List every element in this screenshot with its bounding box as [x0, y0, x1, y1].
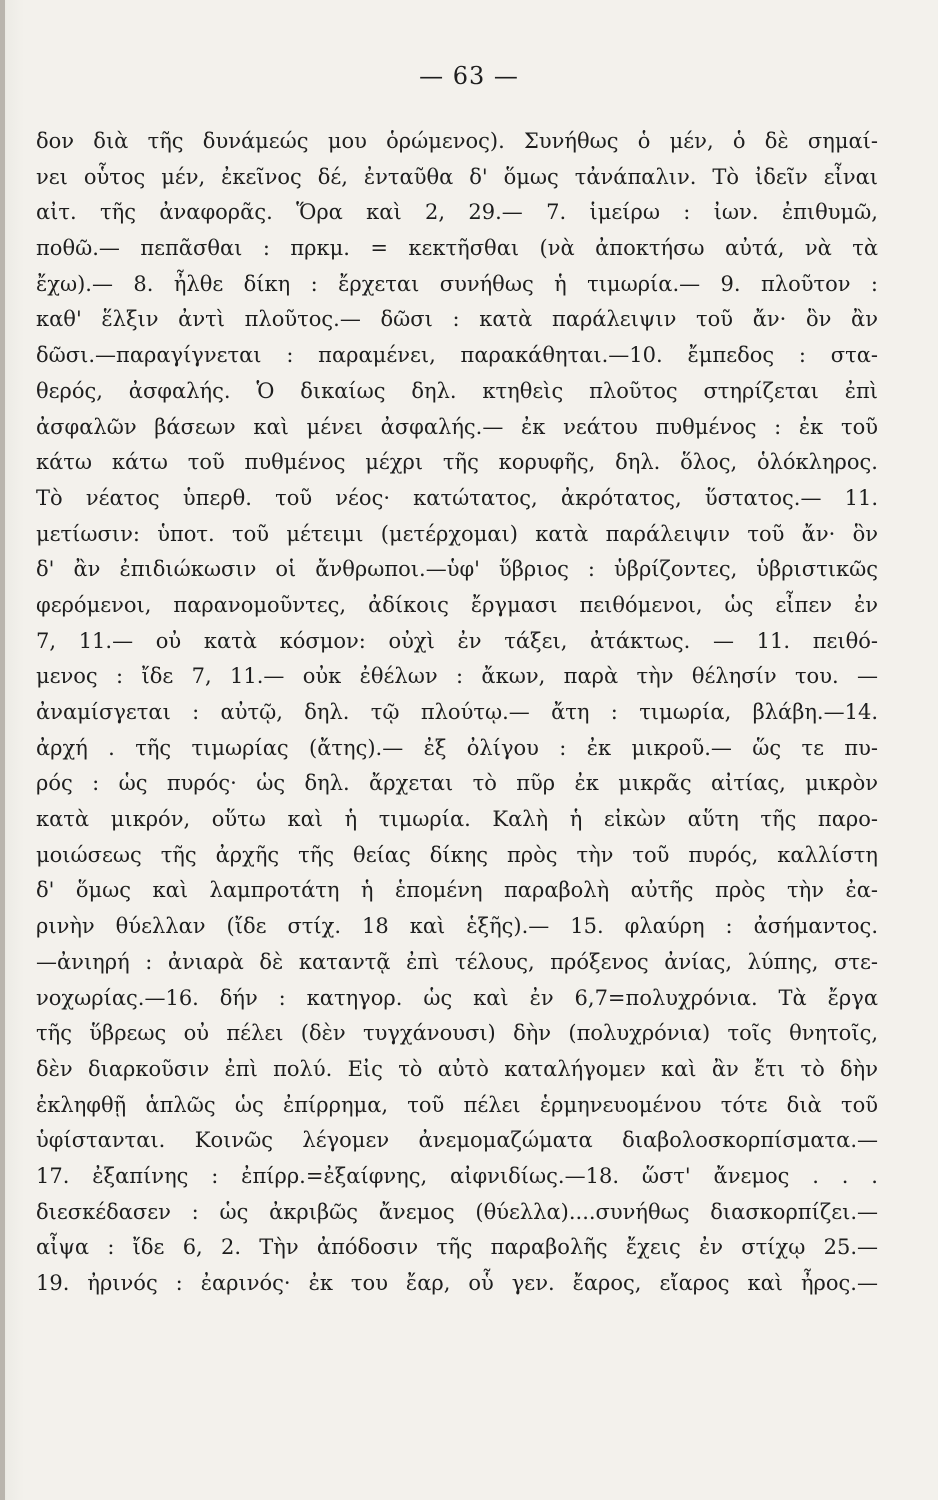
- text-line: κάτω κάτω τοῦ πυθμένος μέχρι τῆς κορυφῆς, δηλ. ὅλος, ὁλόκληρος.: [36, 450, 878, 475]
- text-line: αἶψα : ἴδε 6, 2. Τὴν ἀπόδοσιν τῆς παραβολῆς ἔχεις ἐν στίχῳ 25.—: [36, 1235, 878, 1260]
- text-line: θερός, ἀσφαλής. Ὁ δικαίως δηλ. κτηθεὶς πλοῦτος στηρίζεται ἐπὶ: [36, 378, 878, 403]
- text-line: ρινὴν θύελλαν (ἴδε στίχ. 18 καὶ ἑξῆς).— 15. φλαύρη : ἀσήμαντος.: [36, 914, 878, 939]
- text-line: δον διὰ τῆς δυνάμεώς μου ὁρώμενος). Συνήθως ὁ μέν, ὁ δὲ σημαί-: [36, 129, 878, 153]
- text-line: μοιώσεως τῆς ἀρχῆς τῆς θείας δίκης πρὸς τὴν τοῦ πυρός, καλλίστη: [36, 842, 878, 867]
- text-line: ρός : ὡς πυρός· ὡς δηλ. ἄρχεται τὸ πῦρ ἐκ μικρᾶς αἰτίας, μικρὸν: [36, 771, 878, 796]
- commentary-text: [36, 124, 878, 1302]
- text-line: —ἀνιηρή : ἀνιαρὰ δὲ καταντᾷ ἐπὶ τέλους, πρόξενος ἀνίας, λύπης, στε-: [36, 949, 878, 974]
- text-line: μενος : ἴδε 7, 11.— οὐκ ἐθέλων : ἄκων, παρὰ τὴν θέλησίν του. —: [36, 664, 878, 689]
- text-line: μετίωσιν: ὑποτ. τοῦ μέτειμι (μετέρχομαι) κατὰ παράλειψιν τοῦ ἄν· ὃν: [36, 521, 878, 546]
- text-line: ἔχω).— 8. ἦλθε δίκη : ἔρχεται συνήθως ἡ τιμωρία.— 9. πλοῦτον :: [36, 271, 878, 296]
- text-line: διεσκέδασεν : ὡς ἀκριβῶς ἄνεμος (θύελλα)....συνήθως διασκορπίζει.—: [36, 1199, 878, 1224]
- text-line: φερόμενοι, παρανομοῦντες, ἀδίκοις ἔργμασι πειθόμενοι, ὡς εἶπεν ἐν: [36, 592, 878, 617]
- text-line: τῆς ὕβρεως οὐ πέλει (δὲν τυγχάνουσι) δὴν (πολυχρόνια) τοῖς θνητοῖς,: [36, 1021, 878, 1046]
- text-line: δ' ὅμως καὶ λαμπροτάτη ἡ ἑπομένη παραβολὴ αὐτῆς πρὸς τὴν ἐα-: [36, 878, 878, 903]
- text-line: ὑφίστανται. Κοινῶς λέγομεν ἀνεμομαζώματα διαβολοσκορπίσματα.—: [36, 1128, 878, 1153]
- text-line: νει οὗτος μέν, ἐκεῖνος δέ, ἐνταῦθα δ' ὅμως τἀνάπαλιν. Τὸ ἰδεῖν εἶναι: [36, 164, 878, 189]
- text-line: 17. ἐξαπίνης : ἐπίρρ.=ἐξαίφνης, αἰφνιδίως.—18. ὥστ' ἄνεμος . . .: [36, 1163, 878, 1188]
- page-number: — 63 —: [419, 62, 519, 90]
- text-line: αἰτ. τῆς ἀναφορᾶς. Ὅρα καὶ 2, 29.— 7. ἱμείρω : ἰων. ἐπιθυμῶ,: [36, 200, 878, 225]
- text-line: 19. ἠρινός : ἐαρινός· ἐκ του ἔαρ, οὗ γεν. ἔαρος, εἴαρος καὶ ἦρος.—: [36, 1271, 878, 1295]
- text-line: ἀσφαλῶν βάσεων καὶ μένει ἀσφαλής.— ἐκ νεάτου πυθμένος : ἐκ τοῦ: [36, 414, 878, 439]
- text-line: καθ' ἕλξιν ἀντὶ πλοῦτος.— δῶσι : κατὰ παράλειψιν τοῦ ἄν· ὃν ἂν: [36, 307, 878, 332]
- text-line: ἀναμίσγεται : αὐτῷ, δηλ. τῷ πλούτῳ.— ἄτη : τιμωρία, βλάβη.—14.: [36, 700, 878, 724]
- text-line: κατὰ μικρόν, οὕτω καὶ ἡ τιμωρία. Καλὴ ἡ εἰκὼν αὕτη τῆς παρο-: [36, 807, 878, 832]
- text-line: 7, 11.— οὐ κατὰ κόσμον: οὐχὶ ἐν τάξει, ἀτάκτως. — 11. πειθό-: [36, 628, 878, 653]
- text-line: ποθῶ.— πεπᾶσθαι : πρκμ. = κεκτῆσθαι (νὰ ἀποκτήσω αὐτά, νὰ τὰ: [36, 236, 878, 261]
- text-line: δ' ἂν ἐπιδιώκωσιν οἱ ἄνθρωποι.—ὑφ' ὕβριος : ὑβρίζοντες, ὑβριστικῶς: [36, 557, 878, 582]
- text-line: νοχωρίας.—16. δήν : κατηγορ. ὡς καὶ ἐν 6,7=πολυχρόνια. Τὰ ἔργα: [36, 985, 878, 1010]
- text-line: Τὸ νέατος ὑπερθ. τοῦ νέος· κατώτατος, ἀκρότατος, ὕστατος.— 11.: [36, 485, 878, 510]
- text-line: δὲν διαρκοῦσιν ἐπὶ πολύ. Εἰς τὸ αὐτὸ καταλήγομεν καὶ ἂν ἔτι τὸ δὴν: [36, 1056, 878, 1081]
- text-line: ἐκληφθῇ ἁπλῶς ὡς ἐπίρρημα, τοῦ πέλει ἑρμηνευομένου τότε διὰ τοῦ: [36, 1092, 878, 1117]
- page-edge-shadow: [0, 0, 5, 1500]
- text-line: ἀρχή . τῆς τιμωρίας (ἄτης).— ἐξ ὀλίγου : ἐκ μικροῦ.— ὥς τε πυ-: [36, 735, 878, 760]
- text-line: δῶσι.—παραγίγνεται : παραμένει, παρακάθηται.—10. ἔμπεδος : στα-: [36, 343, 878, 368]
